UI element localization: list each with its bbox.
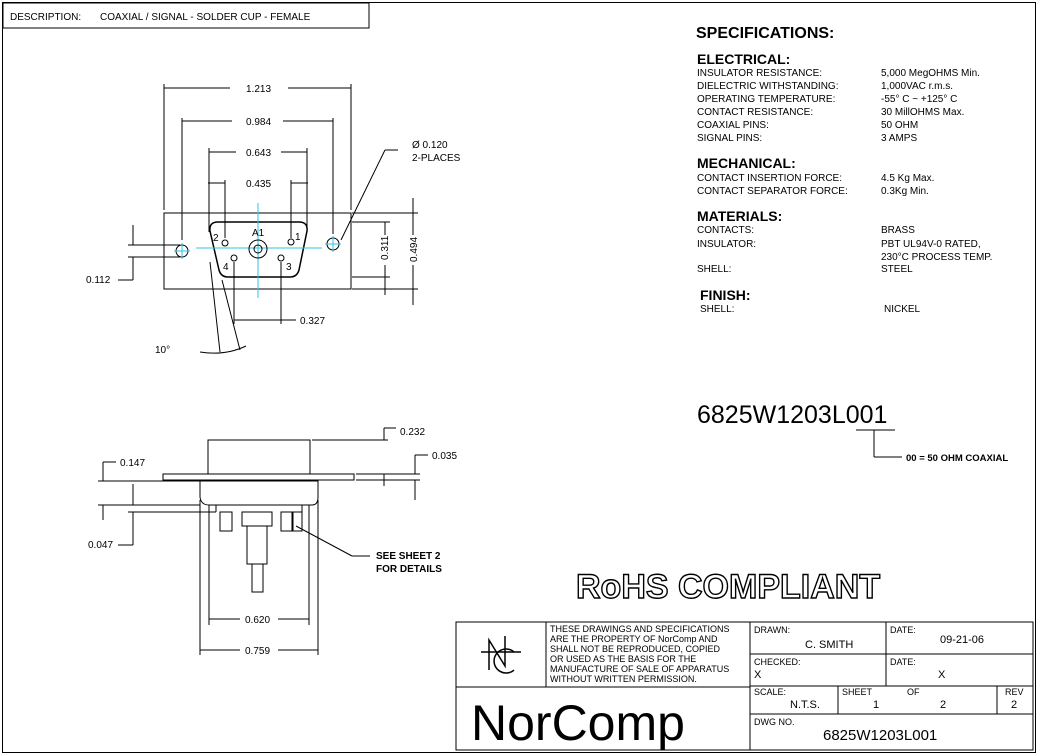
signal-contact-4	[231, 255, 237, 261]
rohs-compliant: RoHS COMPLIANT	[576, 568, 881, 606]
insulator-body	[200, 481, 318, 505]
spec-row-key: INSULATOR:	[697, 239, 757, 250]
coax-contact-pin	[252, 564, 263, 592]
of-label: OF	[907, 687, 920, 697]
notice-line: ARE THE PROPERTY OF NorComp AND	[550, 634, 718, 644]
spec-row-value: 0.3Kg Min.	[881, 186, 929, 197]
notice-line: THESE DRAWINGS AND SPECIFICATIONS	[550, 624, 730, 634]
signal-contact-3	[278, 255, 284, 261]
spec-row-key: CONTACT INSERTION FORCE:	[697, 173, 843, 184]
dim-0494: 0.494	[409, 236, 420, 262]
pin-label-2: 2	[213, 233, 219, 244]
part-number-block	[697, 401, 1008, 464]
sheet-label: SHEET	[842, 687, 873, 697]
note-for-details: FOR DETAILS	[376, 564, 442, 575]
dim-0759: 0.759	[245, 646, 271, 657]
part-number: 6825W1203L001	[697, 401, 888, 429]
description-label: DESCRIPTION:	[10, 12, 82, 23]
notice-line: SHALL NOT BE REPRODUCED, COPIED	[550, 644, 721, 654]
spec-materials-heading: MATERIALS:	[697, 208, 783, 224]
spec-row-value: 4.5 Kg Max.	[881, 173, 935, 184]
dim-1213: 1.213	[246, 84, 272, 95]
spec-electrical-heading: ELECTRICAL:	[697, 51, 791, 67]
scale-value: N.T.S.	[790, 699, 820, 711]
rev-value: 2	[1011, 699, 1018, 711]
spec-row-key: SHELL:	[700, 304, 735, 315]
checked-value: X	[754, 669, 762, 681]
date-label: DATE:	[890, 625, 916, 635]
spec-finish-heading: FINISH:	[700, 287, 751, 303]
signal-contact-1	[288, 239, 294, 245]
drawn-label: DRAWN:	[754, 625, 791, 635]
front-view	[86, 84, 461, 356]
spec-row-key: COAXIAL PINS:	[697, 120, 769, 131]
spec-row-value: 5,000 MegOHMS Min.	[881, 68, 980, 79]
dim-0047: 0.047	[88, 540, 114, 551]
spec-row-key: SIGNAL PINS:	[697, 133, 763, 144]
pin-label-a1: A1	[252, 228, 265, 239]
rev-label: REV	[1005, 687, 1024, 697]
spec-row-value: 50 OHM	[881, 120, 919, 131]
notice-line: OR USED AS THE BASIS FOR THE	[550, 654, 697, 664]
dim-0984: 0.984	[246, 117, 272, 128]
dim-hole-diameter: Ø 0.120	[412, 140, 448, 151]
flange-plate	[163, 474, 354, 480]
drawn-value: C. SMITH	[805, 639, 854, 651]
note-see-sheet: SEE SHEET 2	[376, 551, 441, 562]
description-value: COAXIAL / SIGNAL - SOLDER CUP - FEMALE	[100, 12, 311, 23]
spec-row-value: PBT UL94V-0 RATED,	[881, 239, 981, 250]
spec-row-key: INSULATOR RESISTANCE:	[697, 68, 823, 79]
spec-row-value: NICKEL	[884, 304, 921, 315]
pin-label-1: 1	[295, 232, 301, 243]
specifications-block	[696, 25, 992, 315]
spec-row-value: 3 AMPS	[881, 133, 918, 144]
date-value: 09-21-06	[940, 634, 985, 646]
description-box	[3, 3, 369, 28]
spec-row-value: STEEL	[881, 264, 913, 275]
of-value: 2	[940, 699, 947, 711]
signal-contact-2	[222, 240, 228, 246]
spec-title: SPECIFICATIONS:	[696, 25, 835, 42]
sheet-value: 1	[873, 699, 880, 711]
dim-0035: 0.035	[432, 451, 458, 462]
dwg-no-value: 6825W1203L001	[823, 727, 938, 744]
title-block	[456, 622, 1033, 751]
spec-row-key: CONTACT SEPARATOR FORCE:	[697, 186, 848, 197]
notice-line: MANUFACTURE OF SALE OF APPARATUS	[550, 664, 730, 674]
dim-0311: 0.311	[380, 235, 391, 260]
spec-row-key: DIELECTRIC WITHSTANDING:	[697, 81, 839, 92]
dim-0643: 0.643	[246, 148, 272, 159]
date2-label: DATE:	[890, 657, 916, 667]
spec-row-value: -55° C ~ +125° C	[881, 94, 958, 105]
dim-0327: 0.327	[300, 316, 326, 327]
notice-line: WITHOUT WRITTEN PERMISSION.	[550, 674, 697, 684]
spec-row-value: 30 MillOHMS Max.	[881, 107, 965, 118]
solder-cup-2	[281, 512, 293, 531]
dim-0147: 0.147	[120, 458, 146, 469]
coax-contact-body	[242, 512, 272, 526]
spec-row-value: BRASS	[881, 225, 915, 236]
shell-body	[208, 440, 310, 474]
dwg-no-label: DWG NO.	[754, 717, 795, 727]
part-code-note: 00 = 50 OHM COAXIAL	[906, 453, 1009, 464]
checked-label: CHECKED:	[754, 657, 801, 667]
coax-contact-tail	[247, 526, 267, 564]
spec-row-key: CONTACT RESISTANCE:	[697, 107, 814, 118]
spec-row-key: OPERATING TEMPERATURE:	[697, 94, 836, 105]
dim-angle: 10°	[155, 345, 171, 356]
dim-hole-qty: 2-PLACES	[412, 153, 461, 164]
pin-label-3: 3	[286, 262, 292, 273]
spec-row-key: CONTACTS:	[697, 225, 755, 236]
dim-0620: 0.620	[245, 615, 271, 626]
solder-cup-1	[220, 512, 232, 531]
dim-0112: 0.112	[86, 275, 111, 286]
spec-row-key: SHELL:	[697, 264, 732, 275]
dim-0435: 0.435	[246, 179, 272, 190]
spec-row-value: 1,000VAC r.m.s.	[881, 81, 954, 92]
company-logo-text: NorComp	[471, 695, 685, 751]
spec-mechanical-heading: MECHANICAL:	[697, 155, 796, 171]
dim-0232: 0.232	[400, 427, 426, 438]
pin-label-4: 4	[223, 262, 229, 273]
side-view	[88, 427, 457, 657]
date2-value: X	[938, 669, 946, 681]
spec-row-value: 230°C PROCESS TEMP.	[881, 252, 993, 263]
scale-label: SCALE:	[754, 687, 787, 697]
nc-logo	[481, 636, 521, 673]
